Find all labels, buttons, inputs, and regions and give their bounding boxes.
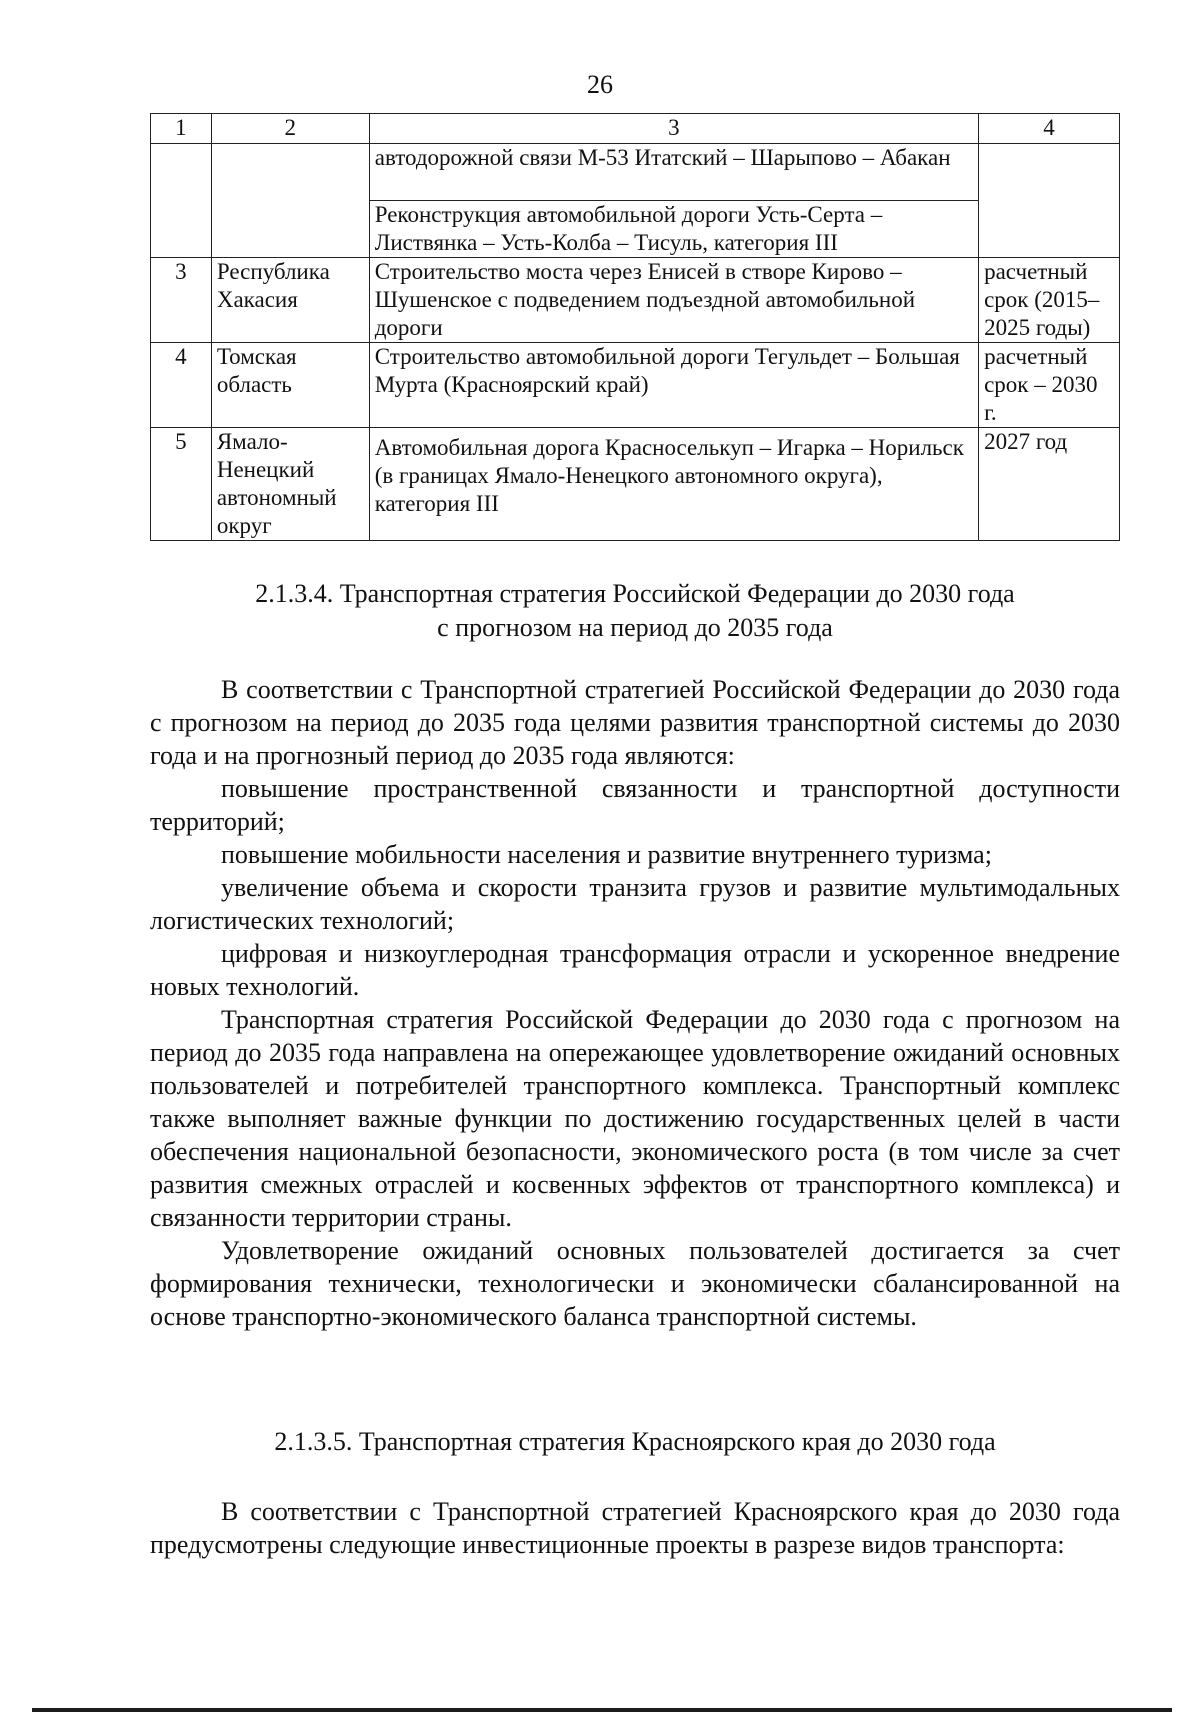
projects-table <box>150 113 1120 541</box>
table-row <box>151 144 1120 201</box>
paragraph: В соответствии с Транспортной стратегией Российской Федерации до 2030 года с прогнозом на период до 2035 года целями развития транспортной системы до 2030 года и на прогнозный период до 2035 года являются: <box>150 675 1120 770</box>
table-cell-region: Томская область <box>211 343 369 428</box>
paragraph: повышение мобильности населения и развитие внутреннего туризма; <box>221 840 992 869</box>
section-body-2-1-3-4 <box>150 673 1120 1333</box>
paragraph: повышение пространственной связанности и транспортной доступности территорий; <box>150 774 1120 836</box>
paragraph: увеличение объема и скорости транзита грузов и развитие мультимодальных логистических технологий; <box>150 873 1120 935</box>
table-header-row <box>151 114 1120 144</box>
table-row <box>151 343 1120 428</box>
table-cell-term: расчетный срок (2015–2025 годы) <box>979 258 1120 343</box>
table-cell-project: Строительство автомобильной дороги Тегульдет – Большая Мурта (Красноярский край) <box>369 343 978 428</box>
table-cell-project: Автомобильная дорога Красноселькуп – Игарка – Норильск (в границах Ямало-Ненецкого автономного округа), категория III <box>369 428 978 541</box>
paragraph: Удовлетворение ожиданий основных пользователей достигается за счет формирования технически, технологически и экономически сбалансированной на основе транспортно-экономического баланса транспортной системы. <box>150 1236 1120 1331</box>
paragraph: Транспортная стратегия Российской Федерации до 2030 года с прогнозом на период до 2035 года направлена на опережающее удовлетворение ожиданий основных пользователей и потребителей транспортного комплекса. Транспортный комплекс также выполняет важные функции по достижению государственных целей в части обеспечения национальной безопасности, экономического роста (в том числе за счет развития смежных отраслей и косвенных эффектов от транспортного комплекса) и связанности территории страны. <box>150 1005 1120 1232</box>
section-heading-line-2: с прогнозом на период до 2035 года <box>437 613 833 642</box>
section-body-2-1-3-5 <box>150 1495 1120 1561</box>
table-cell-term: расчетный срок – 2030 г. <box>979 343 1120 428</box>
header-col-2: 2 <box>211 114 369 144</box>
table-row <box>151 258 1120 343</box>
table-cell <box>151 144 212 258</box>
table-cell <box>979 144 1120 258</box>
table-cell-project: Реконструкция автомобильной дороги Усть-Серта – Листвянка – Усть-Колба – Тисуль, категория III <box>369 201 978 258</box>
table-cell <box>211 144 369 258</box>
table-cell-num: 4 <box>151 343 212 428</box>
table-cell-term: 2027 год <box>979 428 1120 541</box>
paragraph: цифровая и низкоуглеродная трансформация отрасли и ускоренное внедрение новых технологий. <box>150 939 1120 1001</box>
table-cell-region: Республика Хакасия <box>211 258 369 343</box>
table-cell-project: Строительство моста через Енисей в створе Кирово – Шушенское с подведением подъездной автомобильной дороги <box>369 258 978 343</box>
page-number: 26 <box>587 70 613 99</box>
section-heading-2-1-3-4 <box>150 577 1120 645</box>
table-cell-num: 5 <box>151 428 212 541</box>
table-cell-project: автодорожной связи М-53 Итатский – Шарыпово – Абакан <box>369 144 978 201</box>
bottom-rule <box>32 1708 1172 1712</box>
header-col-4: 4 <box>979 114 1120 144</box>
paragraph: В соответствии с Транспортной стратегией Красноярского края до 2030 года предусмотрены следующие инвестиционные проекты в разрезе видов транспорта: <box>150 1497 1120 1559</box>
table-cell-num: 3 <box>151 258 212 343</box>
section-heading-line-1: 2.1.3.4. Транспортная стратегия Российской Федерации до 2030 года <box>255 579 1015 608</box>
header-col-3: 3 <box>369 114 978 144</box>
table-cell-region: Ямало-Ненецкий автономный округ <box>211 428 369 541</box>
header-col-1: 1 <box>151 114 212 144</box>
section-heading-2-1-3-5: 2.1.3.5. Транспортная стратегия Красноярского края до 2030 года <box>274 1427 996 1456</box>
table-row <box>151 428 1120 541</box>
